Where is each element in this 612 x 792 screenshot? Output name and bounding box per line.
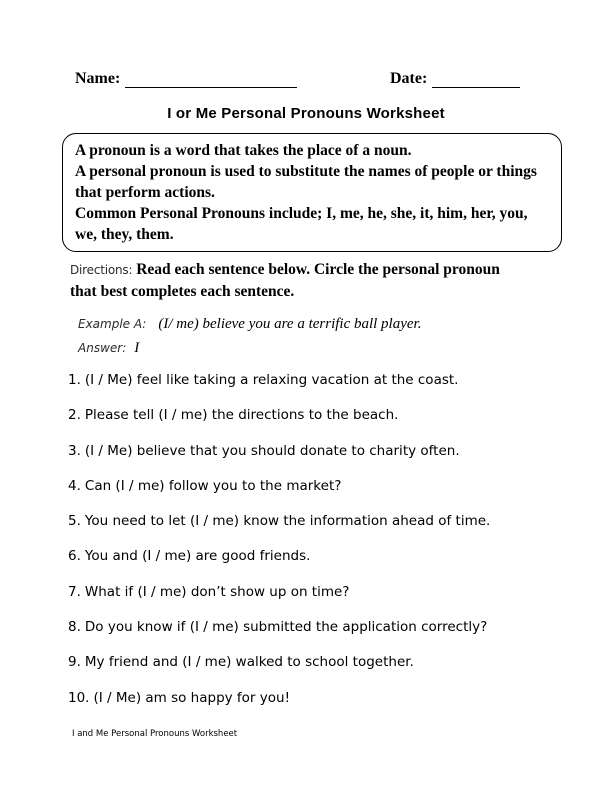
example-sentence: (I/ me) believe you are a terrific ball player. — [158, 316, 422, 332]
question-number: 2. — [68, 407, 81, 424]
question-item-2 — [68, 407, 568, 442]
name-label: Name: — [75, 70, 121, 87]
question-text: You and (I / me) are good friends. — [84, 548, 311, 565]
example-row — [78, 315, 548, 333]
pronoun-definition-box — [62, 133, 562, 252]
name-fill-line — [125, 71, 297, 88]
directions-label: Directions: — [70, 263, 133, 277]
answer-row — [78, 339, 548, 357]
question-item-9 — [68, 654, 568, 689]
question-item-4 — [68, 478, 568, 513]
question-number: 9. — [68, 654, 81, 671]
definition-line-1: A pronoun is a word that takes the place of a noun. — [75, 142, 412, 159]
question-item-7 — [68, 584, 568, 619]
question-item-6 — [68, 548, 568, 583]
question-text: What if (I / me) don’t show up on time? — [84, 583, 350, 600]
question-text: (I / Me) feel like taking a relaxing vacation at the coast. — [84, 372, 459, 388]
question-item-3 — [68, 443, 568, 478]
example-label: Example A: — [78, 317, 147, 331]
name-field-block — [75, 70, 297, 88]
question-text: My friend and (I / me) walked to school together. — [84, 654, 414, 671]
question-item-10 — [68, 690, 568, 725]
question-number: 1. — [68, 372, 81, 388]
question-item-8 — [68, 619, 568, 654]
question-text: Please tell (I / me) the directions to the beach. — [84, 407, 399, 424]
question-text: (I / Me) believe that you should donate to charity often. — [84, 442, 460, 459]
question-number: 5. — [68, 513, 81, 530]
question-number: 7. — [68, 583, 81, 600]
question-item-1 — [68, 372, 568, 407]
date-field-block — [390, 70, 520, 88]
question-list — [68, 372, 568, 725]
answer-label: Answer: — [78, 341, 127, 355]
question-text: You need to let (I / me) know the information ahead of time. — [84, 513, 491, 530]
question-number: 8. — [68, 619, 81, 636]
definition-line-3: Common Personal Pronouns include; I, me, he, she, it, him, her, you, we, they, them. — [75, 205, 528, 243]
question-number: 10. — [68, 689, 90, 706]
answer-value: I — [134, 340, 140, 356]
question-number: 6. — [68, 548, 81, 565]
date-fill-line — [432, 71, 520, 88]
directions-text: Read each sentence below. Circle the personal pronoun that best completes each sentence. — [70, 261, 500, 300]
question-text: Do you know if (I / me) submitted the application correctly? — [84, 619, 488, 636]
header — [0, 70, 612, 96]
definition-line-2: A personal pronoun is used to substitute the names of people or things that perform actions. — [75, 163, 537, 201]
question-text: (I / Me) am so happy for you! — [93, 689, 290, 706]
page-title: I or Me Personal Pronouns Worksheet — [167, 105, 445, 122]
date-label: Date: — [390, 70, 428, 87]
directions — [70, 259, 512, 303]
question-number: 3. — [68, 442, 81, 459]
footer-caption: I and Me Personal Pronouns Worksheet — [72, 729, 238, 739]
question-number: 4. — [68, 477, 81, 494]
question-item-5 — [68, 513, 568, 548]
question-text: Can (I / me) follow you to the market? — [84, 477, 342, 494]
